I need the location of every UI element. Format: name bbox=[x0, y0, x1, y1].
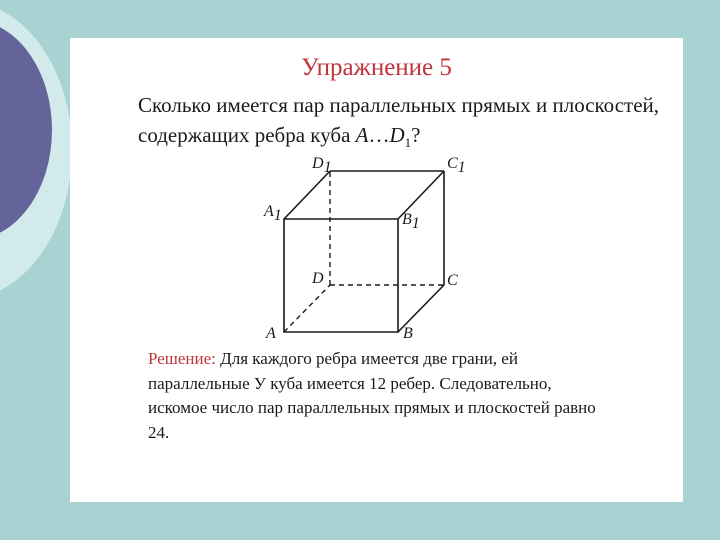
cube-name-dots: … bbox=[368, 123, 390, 147]
slide-panel bbox=[70, 38, 683, 502]
front-face bbox=[284, 219, 398, 332]
vertex-label-D1: D1 bbox=[312, 155, 332, 176]
vertex-label-C1: C1 bbox=[447, 155, 466, 176]
edge-A1D1 bbox=[284, 171, 330, 219]
slide-title: Упражнение 5 bbox=[301, 54, 452, 81]
vertex-label-D: D bbox=[312, 270, 324, 287]
solution-label: Решение: bbox=[148, 349, 216, 368]
solution-text bbox=[148, 347, 608, 445]
vertex-label-A1: A1 bbox=[264, 203, 282, 224]
vertex-label-C: C bbox=[447, 272, 458, 289]
cube-name-start: A bbox=[355, 123, 369, 147]
vertex-label-A: A bbox=[266, 325, 276, 342]
vertex-label-B1: B1 bbox=[402, 211, 420, 232]
cube-name-end: D bbox=[389, 123, 405, 147]
question-mark: ? bbox=[411, 123, 421, 147]
edge-AD bbox=[284, 285, 330, 332]
cube-name-end-sub: 1 bbox=[404, 135, 412, 151]
vertex-label-B: B bbox=[403, 325, 413, 342]
question-body: Сколько имеется пар параллельных прямых и плоскостей, содержащих ребра куба bbox=[138, 93, 660, 147]
solution-body: Для каждого ребра имеется две грани, ей параллельные У куба имеется 12 ребер. Следовательно, искомое число пар параллельных прямых и плоскостей равно 24. bbox=[148, 349, 596, 442]
